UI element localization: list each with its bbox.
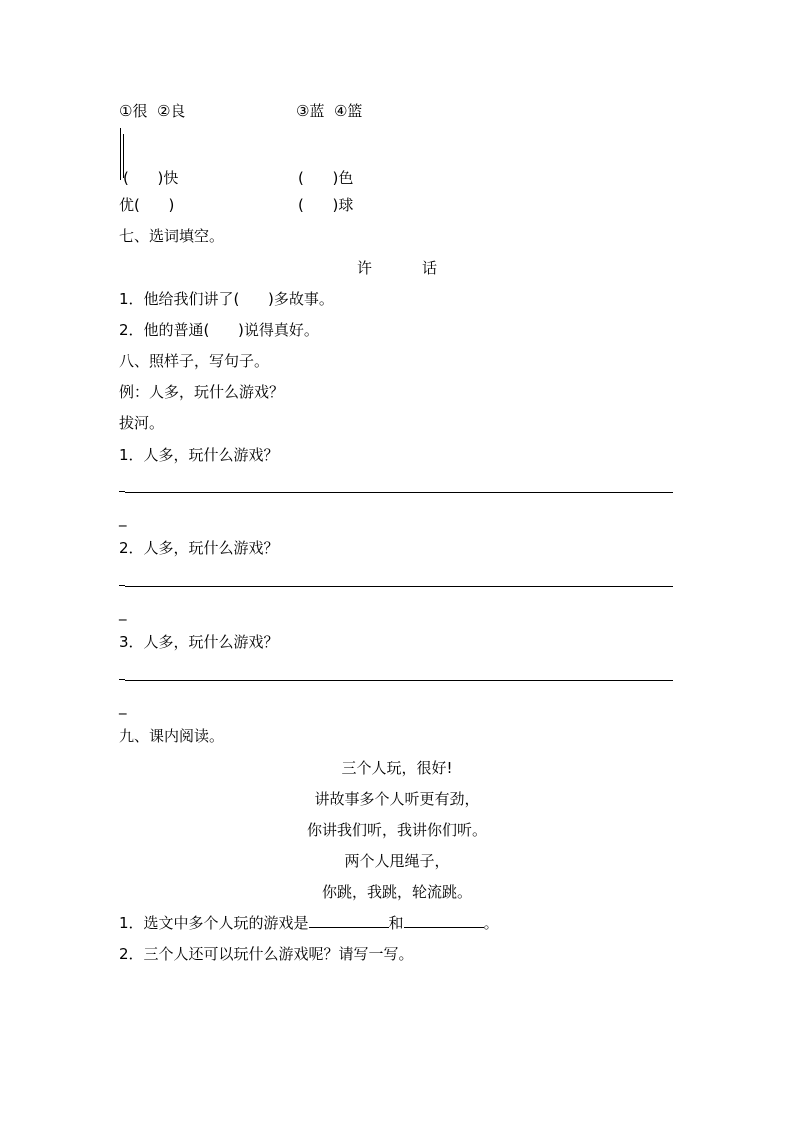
match-blank-kuai[interactable]: ( )快 xyxy=(123,169,179,187)
match-options-left: ①很 ②良 xyxy=(119,102,186,120)
section-9-question-1 xyxy=(119,913,499,933)
match-blank-qiu[interactable]: ( )球 xyxy=(298,196,354,214)
answer-line-2[interactable] xyxy=(125,586,673,587)
answer-line-tail: _ xyxy=(119,697,127,715)
poem-line: 你讲我们听，我讲你们听。 xyxy=(306,821,487,839)
section-7-question-2[interactable]: 2．他的普通( )说得真好。 xyxy=(119,321,319,339)
section-7-question-1[interactable]: 1．他给我们讲了( )多故事。 xyxy=(119,290,334,308)
word-choice-hua: 话 xyxy=(422,259,438,277)
poem-line: 讲故事多个人听更有劲， xyxy=(314,790,480,808)
answer-blank-1[interactable] xyxy=(309,913,389,928)
match-blank-you[interactable]: 优( ) xyxy=(119,196,175,214)
section-9-question-2[interactable]: 2．三个人还可以玩什么游戏呢？请写一写。 xyxy=(119,945,414,963)
section-8-question-2: 2．人多，玩什么游戏？ xyxy=(119,539,279,557)
bracket-line xyxy=(120,128,121,180)
poem-line: 两个人甩绳子， xyxy=(344,852,450,870)
example-question: 例：人多，玩什么游戏？ xyxy=(119,383,285,401)
answer-line-tail: _ xyxy=(119,603,127,621)
section-8-question-3: 3．人多，玩什么游戏？ xyxy=(119,633,279,651)
section-7-title: 七、选词填空。 xyxy=(119,227,225,245)
answer-line-tail: _ xyxy=(119,509,127,527)
section-8-question-1: 1．人多，玩什么游戏？ xyxy=(119,446,279,464)
poem-line: 三个人玩，很好! xyxy=(341,759,453,777)
answer-blank-2[interactable] xyxy=(404,913,484,928)
section-8-title: 八、照样子，写句子。 xyxy=(119,352,270,370)
word-choice-xu: 许 xyxy=(357,259,373,277)
poem-line: 你跳，我跳，轮流跳。 xyxy=(321,883,472,901)
example-answer: 拔河。 xyxy=(119,414,165,432)
match-options-right: ③蓝 ④篮 xyxy=(296,102,363,120)
answer-line-1[interactable] xyxy=(125,492,673,493)
question-1-prefix: 1．选文中多个人玩的游戏是 xyxy=(119,914,309,932)
section-9-title: 九、课内阅读。 xyxy=(119,727,225,745)
match-blank-se[interactable]: ( )色 xyxy=(298,169,354,187)
answer-line-3[interactable] xyxy=(125,680,673,681)
question-1-suffix: 。 xyxy=(483,914,499,932)
question-1-connector: 和 xyxy=(388,914,404,932)
